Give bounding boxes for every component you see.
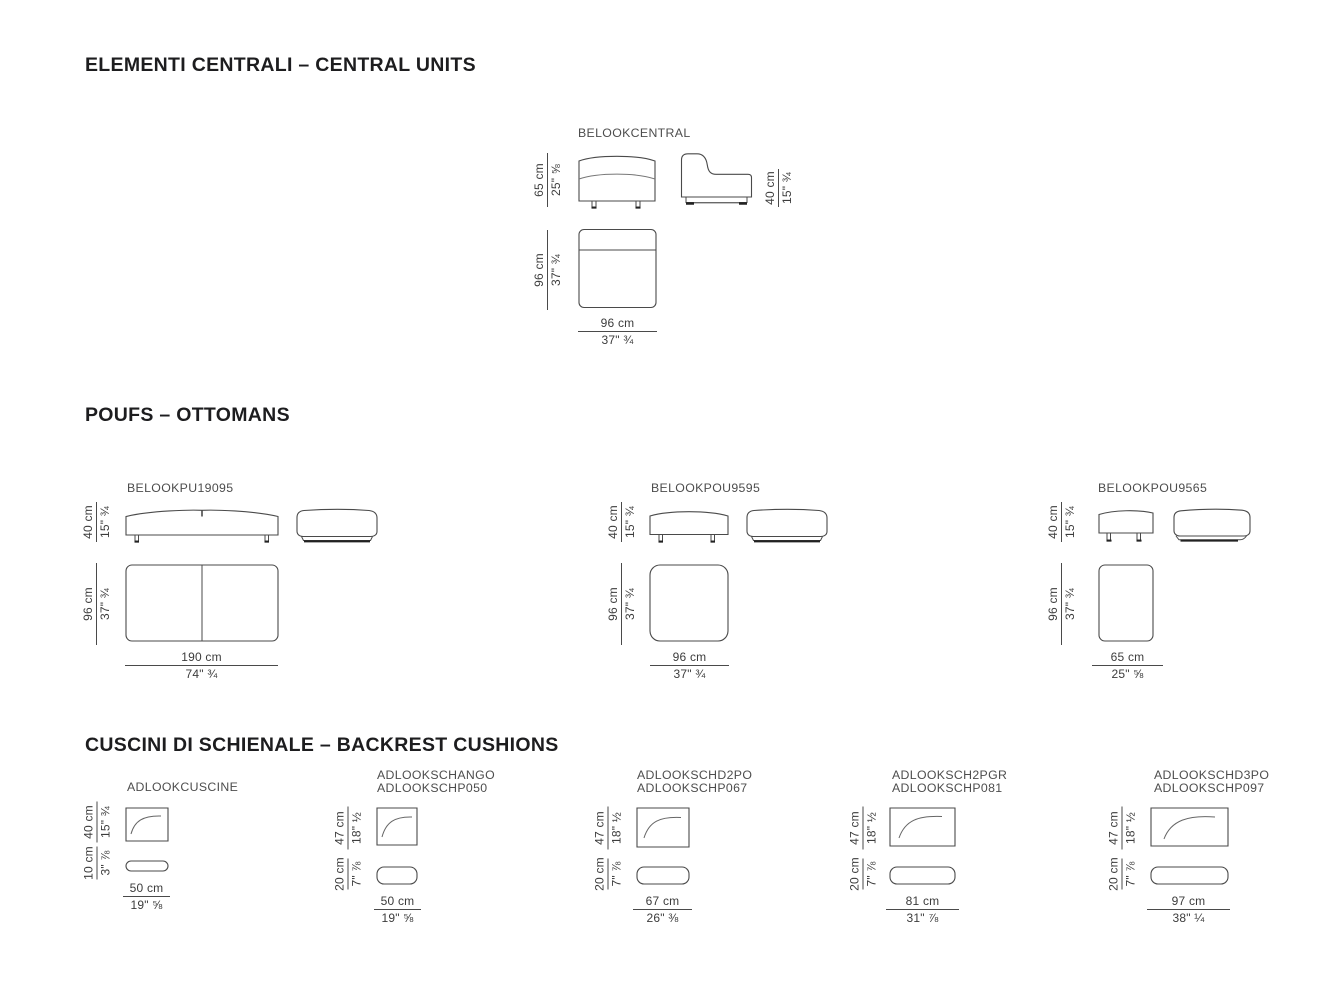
dim-line (96, 502, 97, 542)
dim-cm-value: 47 cm (592, 811, 607, 845)
dim-inch-value: 37" ¾ (601, 333, 634, 348)
dim-cm-value: 67 cm (645, 894, 680, 908)
dim-line (778, 169, 779, 207)
dim-cm-value: 40 cm (762, 171, 777, 205)
dim-line (547, 230, 548, 310)
cushion2-width-dim (374, 895, 421, 926)
central-front-view-drawing (574, 149, 662, 211)
dim-cm-value: 97 cm (1171, 894, 1206, 908)
dim-cm-value: 65 cm (1110, 650, 1145, 664)
model-label-line1: ADLOOKSCHD2PO (637, 768, 753, 782)
dim-line (608, 807, 609, 850)
central-side-view-drawing (674, 149, 764, 211)
dim-line (348, 859, 349, 890)
dim-inch-value: 7" ⅞ (864, 861, 879, 887)
section-heading-poufs: POUFS – OTTOMANS (85, 404, 290, 426)
central-depth-dim (532, 230, 564, 310)
dim-cm-value: 50 cm (129, 881, 164, 895)
model-label-line1: ADLOOKCUSCINE (127, 780, 239, 794)
dim-inch-value: 19" ⅝ (381, 911, 414, 926)
dim-line (621, 502, 622, 542)
dim-cm-value: 47 cm (332, 811, 347, 845)
dim-cm-value: 96 cm (80, 587, 95, 621)
dim-line (621, 563, 622, 645)
dim-cm-value: 20 cm (847, 857, 862, 891)
central-width-dim (578, 317, 657, 348)
cushion2-front-view-drawing (372, 803, 422, 849)
dim-line (633, 909, 692, 910)
pouf2-height-dim (606, 502, 638, 542)
cushion4-height-dim (848, 807, 880, 850)
pouf3-side-view-drawing (1170, 504, 1256, 548)
model-label-line2: ADLOOKSCHP050 (377, 780, 488, 795)
dim-line (886, 909, 959, 910)
dim-cm-value: 10 cm (81, 846, 96, 880)
model-label-belookpu19095: BELOOKPU19095 (127, 481, 234, 495)
dim-cm-value: 20 cm (592, 857, 607, 891)
dim-inch-value: 15" ¾ (98, 806, 113, 838)
dim-inch-value: 18" ½ (349, 812, 364, 844)
dim-cm-value: 65 cm (531, 163, 546, 197)
model-label-line2: ADLOOKSCHP067 (637, 780, 748, 795)
section-heading-central-units: ELEMENTI CENTRALI – CENTRAL UNITS (85, 54, 476, 76)
model-label-adlookcuscine (127, 781, 238, 794)
dim-cm-value: 96 cm (531, 253, 546, 287)
model-label-adlookschango (377, 769, 495, 794)
pouf3-top-view-drawing (1094, 560, 1160, 648)
dim-line (863, 807, 864, 850)
dim-inch-value: 38" ¼ (1172, 911, 1205, 926)
section-heading-backrest-cushions: CUSCINI DI SCHIENALE – BACKREST CUSHIONS (85, 734, 559, 756)
dim-cm-value: 96 cm (600, 316, 635, 330)
dim-line (374, 909, 421, 910)
dim-cm-value: 40 cm (81, 805, 96, 839)
model-label-line1: ADLOOKSCHD3PO (1154, 768, 1270, 782)
cushion1-width-dim (123, 882, 170, 913)
dim-inch-value: 31" ⅞ (906, 911, 939, 926)
dim-inch-value: 3" ⅞ (98, 850, 113, 876)
dim-inch-value: 37" ¾ (98, 588, 112, 620)
cushion4-profile-drawing (885, 862, 961, 888)
model-label-adlookschd3po (1154, 769, 1269, 794)
dim-cm-value: 40 cm (1045, 505, 1060, 539)
dim-inch-value: 7" ⅞ (609, 861, 624, 887)
dim-inch-value: 15" ¾ (623, 506, 637, 538)
pouf2-depth-dim (606, 563, 638, 645)
pouf3-depth-dim (1046, 563, 1078, 645)
cushion5-front-view-drawing (1146, 803, 1234, 849)
dim-inch-value: 37" ¾ (673, 667, 706, 682)
pouf2-top-view-drawing (645, 560, 733, 648)
dim-line (96, 563, 97, 645)
dim-inch-value: 25" ⅝ (549, 164, 563, 196)
dim-cm-value: 96 cm (1045, 587, 1060, 621)
pouf3-height-dim (1046, 502, 1078, 542)
model-label-line2: ADLOOKSCHP097 (1154, 780, 1265, 795)
dim-line (97, 847, 98, 880)
model-label-belookpou9595: BELOOKPOU9595 (651, 481, 761, 495)
cushion3-front-view-drawing (632, 803, 696, 851)
cushion3-height-dim (593, 807, 625, 850)
dim-inch-value: 7" ⅞ (349, 861, 364, 887)
cushion4-thickness-dim (848, 859, 880, 890)
dim-cm-value: 96 cm (605, 587, 620, 621)
model-label-line1: ADLOOKSCH2PGR (892, 768, 1008, 782)
cushion1-front-view-drawing (121, 803, 173, 845)
dim-line (123, 896, 170, 897)
dim-inch-value: 74" ¾ (185, 667, 218, 682)
dim-line (125, 665, 278, 666)
dim-inch-value: 15" ¾ (780, 172, 794, 204)
cushion2-height-dim (333, 807, 365, 850)
dim-inch-value: 37" ¾ (549, 254, 563, 286)
central-top-view-drawing (574, 225, 662, 313)
cushion5-width-dim (1147, 895, 1230, 926)
dim-cm-value: 20 cm (332, 857, 347, 891)
dim-cm-value: 47 cm (1106, 811, 1121, 845)
cushion2-profile-drawing (372, 862, 422, 888)
dim-cm-value: 81 cm (905, 894, 940, 908)
pouf1-height-dim (81, 502, 113, 542)
dim-inch-value: 7" ⅞ (1123, 861, 1138, 887)
cushion5-profile-drawing (1146, 862, 1234, 888)
dim-line (863, 859, 864, 890)
cushion5-thickness-dim (1107, 859, 1139, 890)
model-label-adlookschd2po (637, 769, 752, 794)
pouf2-front-view-drawing (645, 504, 733, 548)
dim-cm-value: 47 cm (847, 811, 862, 845)
cushion5-height-dim (1107, 807, 1139, 850)
cushion1-profile-drawing (121, 855, 173, 875)
dim-inch-value: 18" ½ (609, 812, 624, 844)
dim-inch-value: 19" ⅝ (130, 898, 163, 913)
dim-inch-value: 37" ¾ (623, 588, 637, 620)
dim-cm-value: 40 cm (80, 505, 95, 539)
cushion4-front-view-drawing (885, 803, 961, 849)
cushion1-height-dim (82, 802, 114, 843)
model-label-belookcentral: BELOOKCENTRAL (578, 126, 691, 140)
dim-inch-value: 15" ¾ (98, 506, 112, 538)
dim-line (1061, 563, 1062, 645)
model-label-line2: ADLOOKSCHP081 (892, 780, 1003, 795)
pouf3-width-dim (1092, 651, 1163, 682)
dim-inch-value: 37" ¾ (1063, 588, 1077, 620)
cushion2-thickness-dim (333, 859, 365, 890)
pouf1-top-view-drawing (121, 560, 285, 648)
central-seat-height-dim (763, 169, 795, 207)
dim-line (1122, 807, 1123, 850)
central-front-height-dim (532, 153, 564, 207)
dim-inch-value: 25" ⅝ (1111, 667, 1144, 682)
model-label-line1: ADLOOKSCHANGO (377, 768, 495, 782)
dim-cm-value: 190 cm (181, 650, 222, 664)
dim-line (547, 153, 548, 207)
pouf2-width-dim (650, 651, 729, 682)
cushion3-profile-drawing (632, 862, 696, 888)
pouf1-depth-dim (81, 563, 113, 645)
cushion3-thickness-dim (593, 859, 625, 890)
pouf3-front-view-drawing (1094, 504, 1160, 548)
model-label-adlooksch2pgr (892, 769, 1007, 794)
dim-cm-value: 96 cm (672, 650, 707, 664)
dim-line (1092, 665, 1163, 666)
dim-line (1061, 502, 1062, 542)
dim-line (97, 802, 98, 843)
dim-cm-value: 50 cm (380, 894, 415, 908)
dim-line (1122, 859, 1123, 890)
model-label-belookpou9565: BELOOKPOU9565 (1098, 481, 1208, 495)
dim-inch-value: 18" ½ (1123, 812, 1138, 844)
pouf1-width-dim (125, 651, 278, 682)
pouf2-side-view-drawing (743, 504, 833, 548)
dim-line (1147, 909, 1230, 910)
cushion3-width-dim (633, 895, 692, 926)
dim-inch-value: 18" ½ (864, 812, 879, 844)
pouf1-side-view-drawing (293, 504, 383, 548)
cushion4-width-dim (886, 895, 959, 926)
dim-line (608, 859, 609, 890)
dim-cm-value: 20 cm (1106, 857, 1121, 891)
dim-line (650, 665, 729, 666)
pouf1-front-view-drawing (121, 504, 285, 548)
dim-cm-value: 40 cm (605, 505, 620, 539)
cushion1-thickness-dim (82, 847, 114, 880)
dim-inch-value: 26" ⅜ (646, 911, 679, 926)
dim-line (348, 807, 349, 850)
dim-line (578, 331, 657, 332)
dim-inch-value: 15" ¾ (1063, 506, 1077, 538)
